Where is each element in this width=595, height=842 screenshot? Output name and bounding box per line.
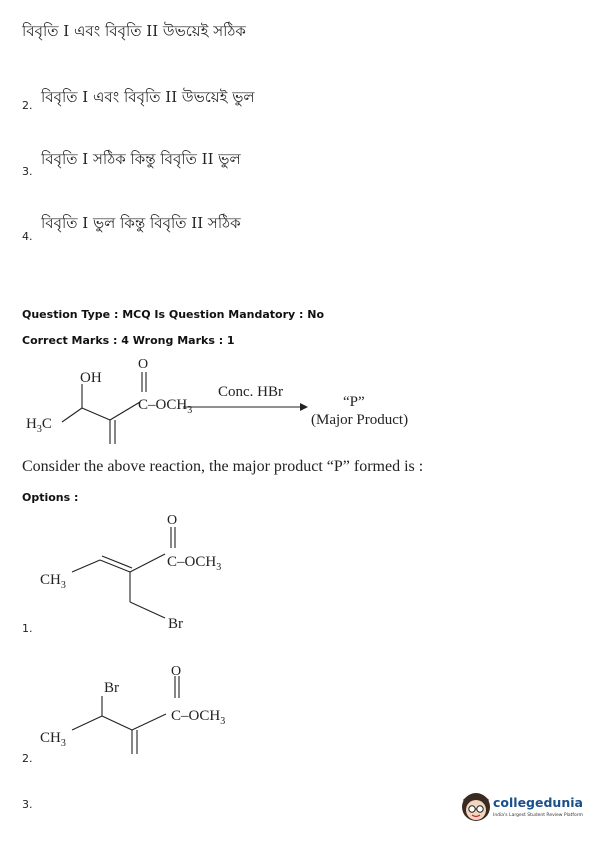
prev-option-3-text: বিবৃতি I সঠিক কিন্তু বিবৃতি II ভুল [41, 150, 241, 168]
option-1-bonds [72, 527, 175, 618]
logo-brand-text: collegedunia [493, 795, 583, 810]
prev-option-2-number: 2. [22, 99, 33, 112]
prev-option-1-text: বিবৃতি I এবং বিবৃতি II উভয়েই সঠিক [22, 22, 246, 40]
options-label: Options : [22, 491, 79, 504]
reactant-bonds [62, 372, 146, 444]
reagent-label: Conc. HBr [218, 384, 283, 400]
product-note: (Major Product) [311, 412, 409, 428]
collegedunia-watermark [460, 789, 583, 827]
reactant-carbonyl-o-label: O [138, 357, 149, 372]
option-1-methyl-label: $CH_3$ [40, 572, 66, 591]
reactant-methyl-label: $H_3C$ [26, 416, 52, 435]
prev-option-4-number: 4. [22, 230, 33, 243]
mascot-icon [460, 789, 492, 825]
option-2-structure [0, 662, 300, 762]
option-1-structure [0, 510, 300, 635]
option-2-carbonyl-o-label: O [171, 664, 182, 679]
product-label: “P” [343, 394, 365, 410]
option-1-ester-label: $C-OCH_3$ [167, 554, 222, 573]
reactant-oh-label: OH [80, 370, 102, 386]
question-type-line: Question Type : MCQ Is Question Mandatory : No [22, 308, 325, 321]
option-2-methyl-label: $CH_3$ [40, 730, 66, 749]
logo-tagline: India's Largest Student Review Platform [493, 813, 583, 818]
option-2-number: 2. [22, 752, 33, 765]
option-3-number: 3. [22, 798, 33, 811]
option-2-bonds [72, 676, 179, 754]
question-text: Consider the above reaction, the major product “P” formed is : [22, 458, 424, 475]
prev-option-4-text: বিবৃতি I ভুল কিন্তু বিবৃতি II সঠিক [41, 214, 241, 232]
reactant-ester-label: $C-OCH_3$ [138, 397, 193, 416]
reaction-scheme [0, 352, 595, 452]
option-2-br-label: Br [104, 680, 119, 696]
option-1-br-label: Br [168, 616, 183, 632]
option-1-carbonyl-o-label: O [167, 513, 178, 528]
prev-option-3-number: 3. [22, 165, 33, 178]
option-2-ester-label: $C-OCH_3$ [171, 708, 226, 727]
prev-option-2-text: বিবৃতি I এবং বিবৃতি II উভয়েই ভুল [41, 88, 255, 106]
reaction-arrow-head [300, 403, 308, 411]
option-1-number: 1. [22, 622, 33, 635]
question-marks-line: Correct Marks : 4 Wrong Marks : 1 [22, 334, 235, 347]
